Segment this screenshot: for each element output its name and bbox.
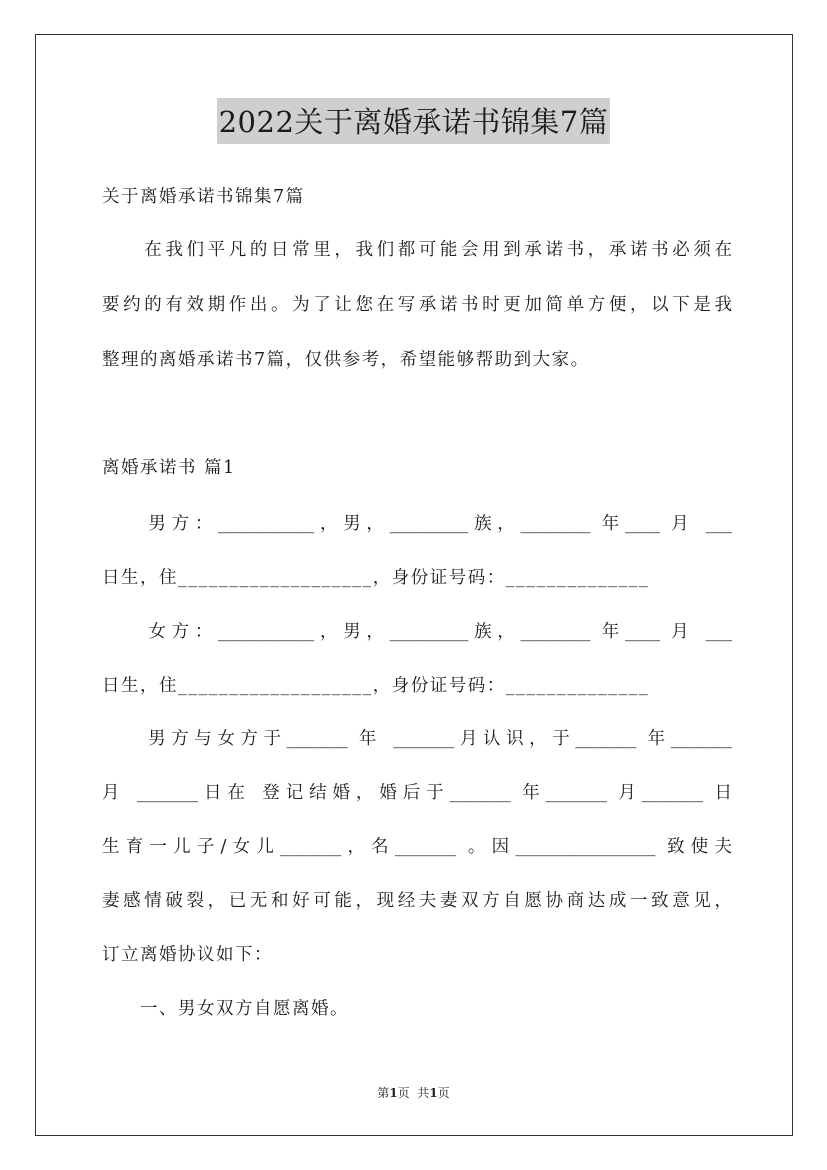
marriage-line-1: 男方与女方于_______ 年 _______月认识，于_______ 年_______ (102, 729, 732, 749)
male-party-line-1: 男方：___________，男，_________族，________ 年____ 月 ___ (102, 514, 732, 534)
footer-mid: 页 共 (397, 1086, 430, 1100)
female-party-line-1: 女方：___________，男，_________族，________ 年____ 月 ___ (102, 622, 732, 642)
intro-line-3: 整理的离婚承诺书7篇，仅供参考，希望能够帮助到大家。 (102, 350, 590, 370)
footer-prefix: 第 (377, 1086, 390, 1100)
footer-suffix: 页 (437, 1086, 450, 1100)
marriage-line-2: 月 _______日在 登记结婚，婚后于_______ 年_______ 月_______ 日 (102, 783, 732, 803)
male-party-line-2: 日生，住___________________，身份证号码：______________ (102, 568, 650, 588)
clause-1: 一、男女双方自愿离婚。 (102, 999, 349, 1019)
subtitle-line: 关于离婚承诺书锦集7篇 (102, 187, 305, 207)
marriage-line-5: 订立离婚协议如下： (102, 945, 273, 965)
intro-line-1: 在我们平凡的日常里，我们都可能会用到承诺书，承诺书必须在 (102, 240, 732, 260)
intro-line-2: 要约的有效期作出。为了让您在写承诺书时更加简单方便，以下是我 (102, 295, 732, 315)
document-title: 2022关于离婚承诺书锦集7篇 (217, 98, 611, 144)
marriage-line-4: 妻感情破裂，已无和好可能，现经夫妻双方自愿协商达成一致意见， (102, 891, 732, 911)
footer-total-pages: 1 (429, 1086, 438, 1100)
footer-page-number: 1 (389, 1086, 398, 1100)
section-heading: 离婚承诺书 篇1 (102, 458, 236, 478)
title-wrapper (0, 98, 827, 144)
page-footer (0, 1084, 827, 1101)
female-party-line-2: 日生，住___________________，身份证号码：______________ (102, 676, 650, 696)
marriage-line-3: 生育一儿子/女儿_______，名_______ 。因________________ 致使夫 (102, 837, 732, 857)
